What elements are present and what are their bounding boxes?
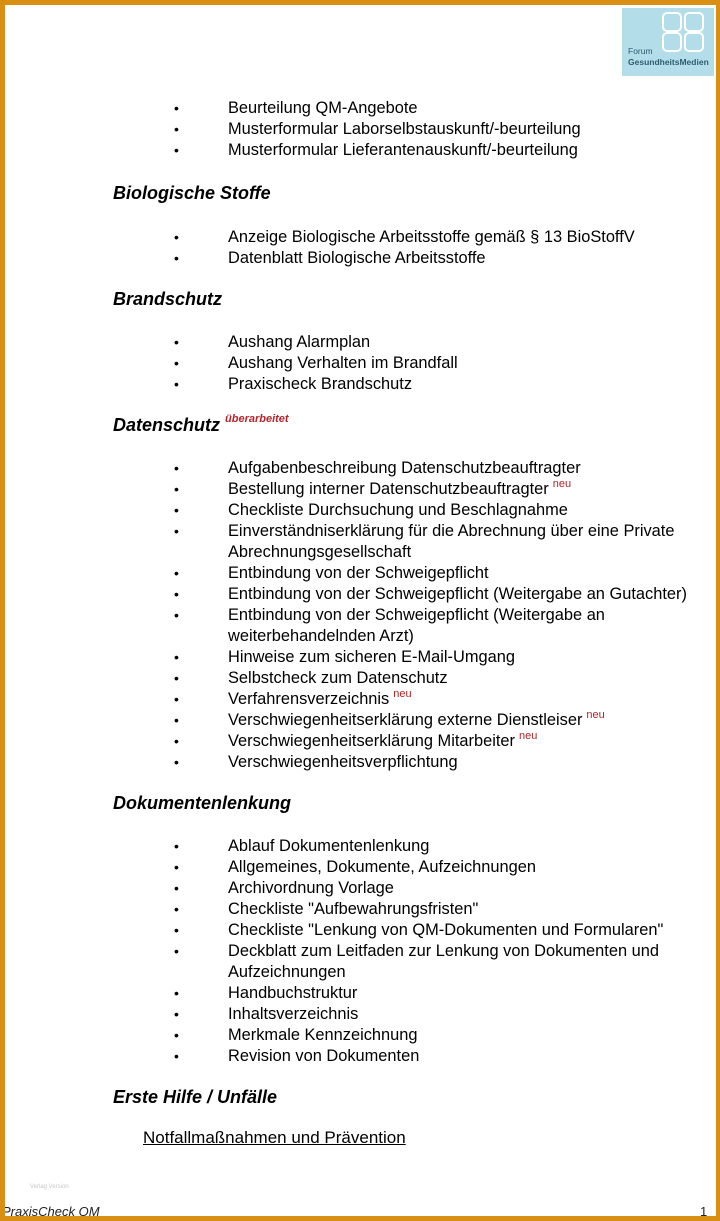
section-heading-dokumentenlenkung: Dokumentenlenkung [113,793,292,813]
list-item: • Beurteilung QM-Angebote [228,98,718,119]
list-item: • Ablauf Dokumentenlenkung [228,836,718,857]
list-item: • Entbindung von der Schweigepflicht [228,563,718,584]
footer-version-note: Verlag Version [30,1184,69,1190]
section-heading-biologische-stoffe: Biologische Stoffe [113,183,271,203]
footer-title: PraxisCheck QM [2,1204,100,1219]
list-item: • Aushang Verhalten im Brandfall [228,353,718,374]
logo-square-icon [684,32,704,52]
list-item: • Verschwiegenheitsverpflichtung [228,752,718,773]
list-item: • Merkmale Kennzeichnung [228,1025,718,1046]
list-item: • Anzeige Biologische Arbeitsstoffe gemäß § 13 BioStoffV [228,227,718,248]
list-item: • Musterformular Laborselbstauskunft/-beurteilung [228,119,718,140]
logo-square-icon [662,32,682,52]
revised-badge: überarbeitet [225,413,289,425]
list-item: • Musterformular Lieferantenauskunft/-beurteilung [228,140,718,161]
section-heading-erste-hilfe: Erste Hilfe / Unfälle [113,1087,278,1107]
list-item: • Entbindung von der Schweigepflicht (Weitergabe an Gutachter) [228,584,718,605]
new-badge: neu [393,688,412,700]
logo-line-2: GesundheitsMedien [628,57,709,67]
section-heading-brandschutz: Brandschutz [113,289,223,309]
list-item: • Handbuchstruktur [228,983,718,1004]
list-item: • Revision von Dokumenten [228,1046,718,1067]
list-item: • Datenblatt Biologische Arbeitsstoffe [228,248,718,269]
list-item: • Hinweise zum sicheren E-Mail-Umgang [228,647,718,668]
page-number: 1 [700,1204,708,1219]
new-badge: neu [552,478,572,490]
new-badge: neu [586,709,605,721]
list-item: • Inhaltsverzeichnis [228,1004,718,1025]
forum-gesundheitsmedien-logo [622,8,714,76]
list-item: • Einverständniserklärung für die Abrechnung über eine Private Abrechnungsgesellschaft [228,521,718,563]
list-item: • Checkliste Durchsuchung und Beschlagnahme [228,500,718,521]
list-item: • Praxischeck Brandschutz [228,374,718,395]
section-heading-datenschutz [113,415,289,436]
list-item: • Allgemeines, Dokumente, Aufzeichnungen [228,857,718,878]
list-item: • Verschwiegenheitserklärung Mitarbeiter $^{neu}$ [228,731,718,754]
list-item: • Deckblatt zum Leitfaden zur Lenkung von Dokumenten und Aufzeichnungen [228,941,718,983]
logo-square-icon [684,12,704,32]
list-item: • Archivordnung Vorlage [228,878,718,899]
new-badge: neu [518,730,538,742]
list-item: • Verfahrensverzeichnis $^{neu}$ [228,689,718,712]
list-item: • Aushang Alarmplan [228,332,718,353]
list-item: • Entbindung von der Schweigepflicht (Weitergabe an weiterbehandelnden Arzt) [228,605,718,647]
list-item: • Selbstcheck zum Datenschutz [228,668,718,689]
list-item: • Checkliste "Aufbewahrungsfristen" [228,899,718,920]
logo-square-icon [662,12,682,32]
datenschutz-title: Datenschutz [113,415,221,435]
list-item: • Bestellung interner Datenschutzbeauftragter $^{neu}$ [228,479,718,502]
notfallmassnahmen-link[interactable]: Notfallmaßnahmen und Prävention [143,1128,406,1147]
list-item: • Aufgabenbeschreibung Datenschutzbeauftragter [228,458,718,479]
logo-line-1: Forum [628,46,653,56]
list-item: • Verschwiegenheitserklärung externe Dienstleiser $^{neu}$ [228,710,718,733]
list-item: • Checkliste "Lenkung von QM-Dokumenten und Formularen" [228,920,718,941]
